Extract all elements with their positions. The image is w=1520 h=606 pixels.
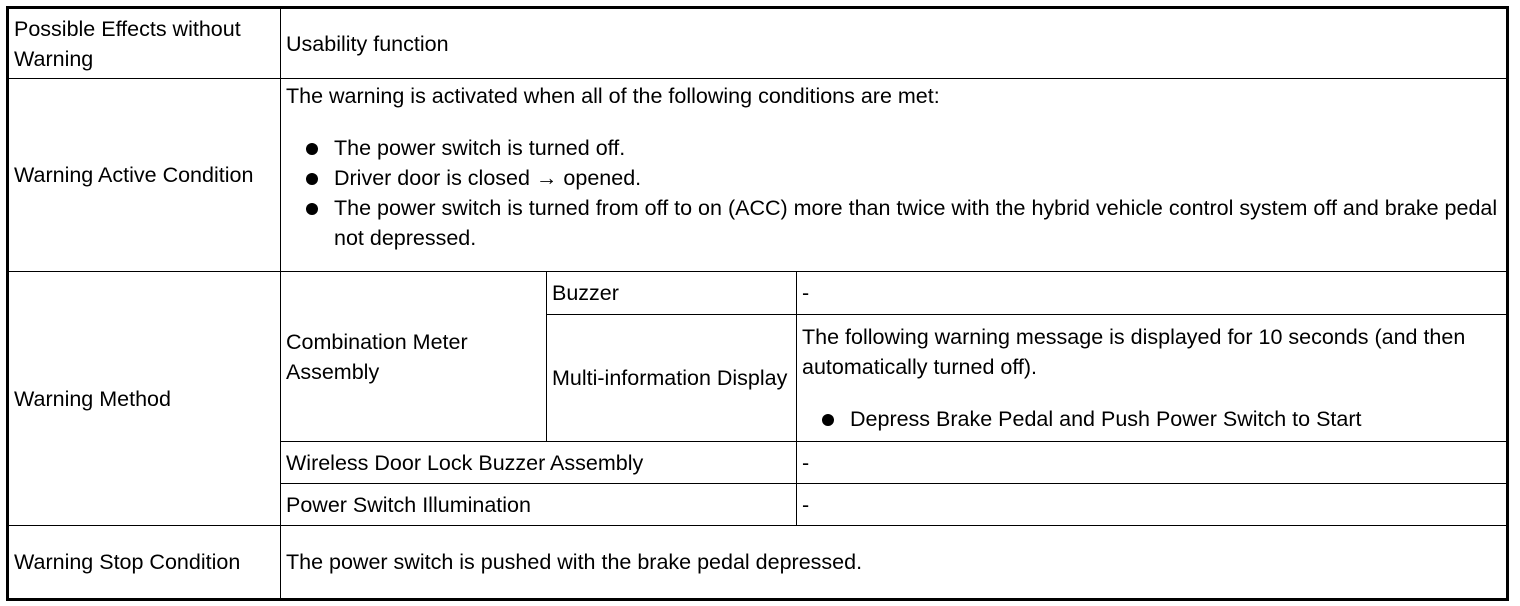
mid-intro: The following warning message is displayed for 10 seconds (and then automatically turned off).: [802, 325, 1466, 379]
combination-meter-label: Combination Meter Assembly: [281, 272, 547, 442]
bullet-icon: [306, 203, 318, 215]
list-item: [286, 163, 1501, 193]
row-active-condition: [8, 79, 1508, 272]
list-item: [802, 404, 1501, 434]
active-condition-intro: The warning is activated when all of the following conditions are met:: [286, 84, 940, 108]
wireless-label: Wireless Door Lock Buzzer Assembly: [281, 442, 797, 484]
buzzer-value: -: [797, 272, 1508, 315]
wireless-value: -: [797, 442, 1508, 484]
row-stop-condition: [8, 526, 1508, 600]
active-condition-label: Warning Active Condition: [8, 79, 281, 272]
active-condition-cell: [281, 79, 1508, 272]
list-item: [286, 133, 1501, 163]
stop-condition-label: Warning Stop Condition: [8, 526, 281, 600]
illumination-value: -: [797, 484, 1508, 526]
effects-label: Possible Effects without Warning: [8, 8, 281, 79]
mid-message-list: [802, 404, 1501, 434]
mid-cell: [797, 315, 1508, 442]
row-method-buzzer: [8, 272, 1508, 315]
warning-spec-table: [6, 6, 1509, 601]
warning-method-label: Warning Method: [8, 272, 281, 526]
stop-condition-value: The power switch is pushed with the brake pedal depressed.: [281, 526, 1508, 600]
buzzer-label: Buzzer: [547, 272, 797, 315]
condition-text: The power switch is turned from off to on (ACC) more than twice with the hybrid vehicle control system off and brake pedal not depressed.: [334, 196, 1498, 250]
mid-label: Multi-information Display: [547, 315, 797, 442]
bullet-icon: [822, 414, 834, 426]
effects-value: Usability function: [281, 8, 1508, 79]
illumination-label: Power Switch Illumination: [281, 484, 797, 526]
active-condition-list: [286, 133, 1501, 253]
row-effects: [8, 8, 1508, 79]
bullet-icon: [306, 143, 318, 155]
bullet-icon: [306, 173, 318, 185]
mid-message: Depress Brake Pedal and Push Power Switch to Start: [850, 407, 1362, 431]
condition-text: The power switch is turned off.: [334, 136, 626, 160]
condition-text: Driver door is closed → opened.: [334, 166, 642, 190]
list-item: [286, 193, 1501, 253]
